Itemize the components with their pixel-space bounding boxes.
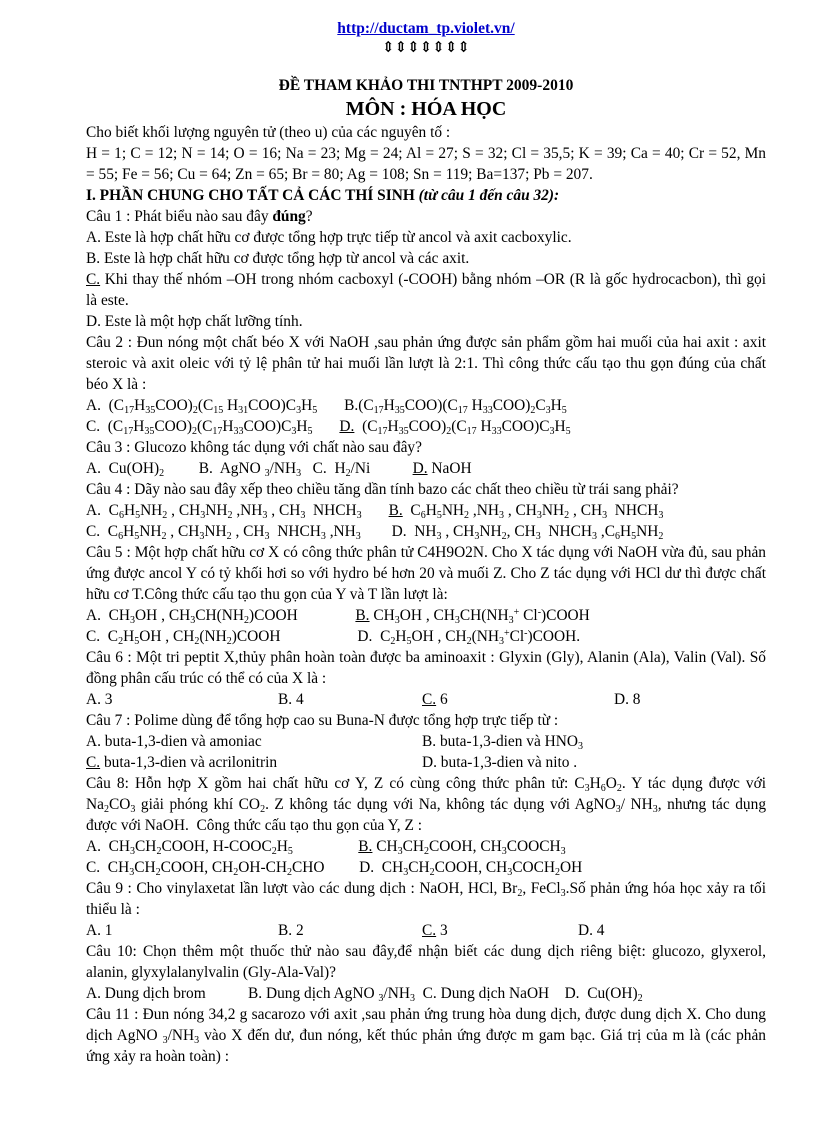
q1-option-d: D. Este là một hợp chất lưỡng tính. [86,313,303,330]
q2-options-cd: C. $(C_{17}H_{35}COO)_2(C_{17}H_{33}COO)C_3H_5$ D. $(C_{17}H_{35}COO)_2(C_{17}$ $H_{33}COO)C_3H_5$ [86,418,571,437]
q5-options-ab: A. $CH_3OH$ , $CH_3CH(NH_2)COOH$ B. $CH_3OH$ , $CH_3CH(NH_3^+$ Cl-)COOH [86,607,590,626]
q1-option-b: B. Este là hợp chất hữu cơ được tổng hợp từ ancol và các axit. [86,250,470,267]
q8-options-ab: A. $CH_3CH_2COOH$, $H-COOC_2H_5$ B. $CH_3CH_2COOH$, $CH_3COOCH_3$ [86,838,566,857]
q7-options-ab: A. buta-1,3-dien và amoniac B. buta-1,3-dien và $HNO_3$ [86,733,584,752]
q5-options-cd: C. $C_2H_5OH$ , $CH_2(NH_2)COOH$ D. $C_2H_5OH$ , $CH_2(NH_3^+Cl^-)COOH$. [86,628,581,647]
q2-options-ab: A. $(C_{17}H_{35}COO)_2(C_{15}$ $H_{31}COO)C_3H_5$ $B.(C_{17}H_{35}COO)(C_{17}$ $H_{33}COO)_2C_3H_5$ [86,397,567,416]
header-link[interactable]: http://ductam_tp.violet.vn/ [337,20,515,37]
exam-page [86,18,766,1067]
q10-options: A. Dung dịch brom B. Dung dịch AgNO $_3/NH_3$ C. Dung dịch NaOH D. $Cu(OH)_2$ [86,985,643,1004]
question-8: Câu 8: Hỗn hợp X gồm hai chất hữu cơ Y, Z có cùng công thức phân tử: $C_3H_6O_2$. Y tác dụng được với $Na_2CO_3$ giải phóng khí $CO_2$. Z không tác dụng với Na, không tác dụng với AgNO$_3$/ $NH_3$, nhưng tác dụng được với NaOH. Công thức cấu tạo thu gọn của Y, Z : [86,775,767,834]
question-11: Câu 11 : Đun nóng 34,2 g sacarozo với axit ,sau phản ứng trung hòa dung dịch, được dung dịch X. Cho dung dịch AgNO $_3/NH_3$ vào X đến dư, đun nóng, kết thúc phản ứng được m gam bạc. Giá trị của m là (các phản ứng xảy ra hoàn toàn) : [86,1006,766,1065]
question-9: Câu 9 : Cho vinylaxetat lần lượt vào các dung dịch : NaOH, HCl, $Br_2$, FeCl$_3$.Số phản ứng hóa học xảy ra tối thiểu là : [86,880,767,918]
exam-subject: MÔN : HÓA HỌC [345,98,507,120]
q4-options-ab: A. $C_6H_5NH_2$ , $CH_3NH_2$ $,NH_3$ , $CH_3$ $NHCH_3$ B. $C_6H_5NH_2$ $,NH_3$ , $CH_3NH_2$ , $CH_3$ $NHCH_3$ [86,502,664,521]
q7-options-cd: C. buta-1,3-dien và acrilonitrin D. buta-1,3-dien và nito . [86,754,578,771]
q9-options: A. 1 B. 2 C. 3 D. 4 [86,922,605,939]
header-arrows: ⇕⇕⇕⇕⇕⇕⇕ [382,40,470,56]
question-5: Câu 5 : Một hợp chất hữu cơ X có công thức phân tử C4H9O2N. Cho X tác dụng với NaOH vừa đủ, sau phản ứng được ancol Y có tỷ khối hơi so với hydro bé hơn 20 và muối Z. Cho Z tác dụng với HCl dư thì được chất hữu cơ T.Công thức cấu tạo thu gọn của Y và T lần lượt là: [86,544,766,603]
section-title: I. PHẦN CHUNG CHO TẤT CẢ CÁC THÍ SINH (từ câu 1 đến câu 32): [86,187,560,204]
exam-title: ĐỀ THAM KHẢO THI TNTHPT 2009-2010 [278,77,574,94]
q8-options-cd: C. $CH_3CH_2COOH$, $CH_2OH-CH_2CHO$ D. $CH_3CH_2COOH$, $CH_3COCH_2OH$ [86,859,583,878]
q4-options-cd: C. $C_6H_5NH_2$ , $CH_3NH_2$ , $CH_3$ $NHCH_3$ $,NH_3$ D. $NH_3$ , $CH_3NH_2$, $CH_3$ $NHCH_3$ $,C_6H_5NH_2$ [86,523,664,542]
question-3: Câu 3 : Glucozo không tác dụng với chất nào sau đây? [86,439,422,456]
q3-options: A. $Cu(OH)_2$ B. AgNO $_3/NH_3$ C. $H_2/Ni$ D. NaOH [86,460,472,479]
atomic-masses: H = 1; C = 12; N = 14; O = 16; Na = 23; Mg = 24; Al = 27; S = 32; Cl = 35,5; K = 39; Ca = 40; Cr = 52, Mn = 55; Fe = 56; Cu = 64; Zn = 65; Br = 80; Ag = 108; Sn = 119; Ba=137; Pb = 207. [86,145,766,183]
question-1: Câu 1 : Phát biểu nào sau đây đúng? [86,208,313,225]
question-2: Câu 2 : Đun nóng một chất béo X với NaOH ,sau phản ứng được sản phẩm gồm hai muối của hai axit : axit steroic và axit oleic với tỷ lệ phân tử hai muối lần lượt là 2:1. Thì công thức cấu tạo thu gọn đúng của chất béo X là : [86,334,766,393]
question-6: Câu 6 : Một tri peptit X,thủy phân hoàn toàn được ba aminoaxit : Glyxin (Gly), Alanin (Ala), Valin (Val). Số đồng phân cấu trúc có thể có của X là : [86,649,766,687]
question-4: Câu 4 : Dãy nào sau đây xếp theo chiều tăng dần tính bazo các chất theo chiều từ trái sang phải? [86,481,679,498]
question-7: Câu 7 : Polime dùng để tổng hợp cao su Buna-N được tổng hợp trực tiếp từ : [86,712,559,729]
intro-text: Cho biết khối lượng nguyên tử (theo u) của các nguyên tố : [86,124,451,141]
question-10: Câu 10: Chọn thêm một thuốc thử nào sau đây,để nhận biết các dung dịch riêng biệt: glucozo, glyxerol, alanin, glyxylalanylvalin (Gly-Ala-Val)? [86,943,766,981]
q6-options: A. 3 B. 4 C. 6 D. 8 [86,691,641,708]
q1-option-c: C. Khi thay thế nhóm –OH trong nhóm cacboxyl (-COOH) bằng nhóm –OR (R là gốc hydrocacbon), thì gọi là este. [86,271,766,309]
q1-option-a: A. Este là hợp chất hữu cơ được tổng hợp trực tiếp từ ancol và axit cacboxylic. [86,229,572,246]
